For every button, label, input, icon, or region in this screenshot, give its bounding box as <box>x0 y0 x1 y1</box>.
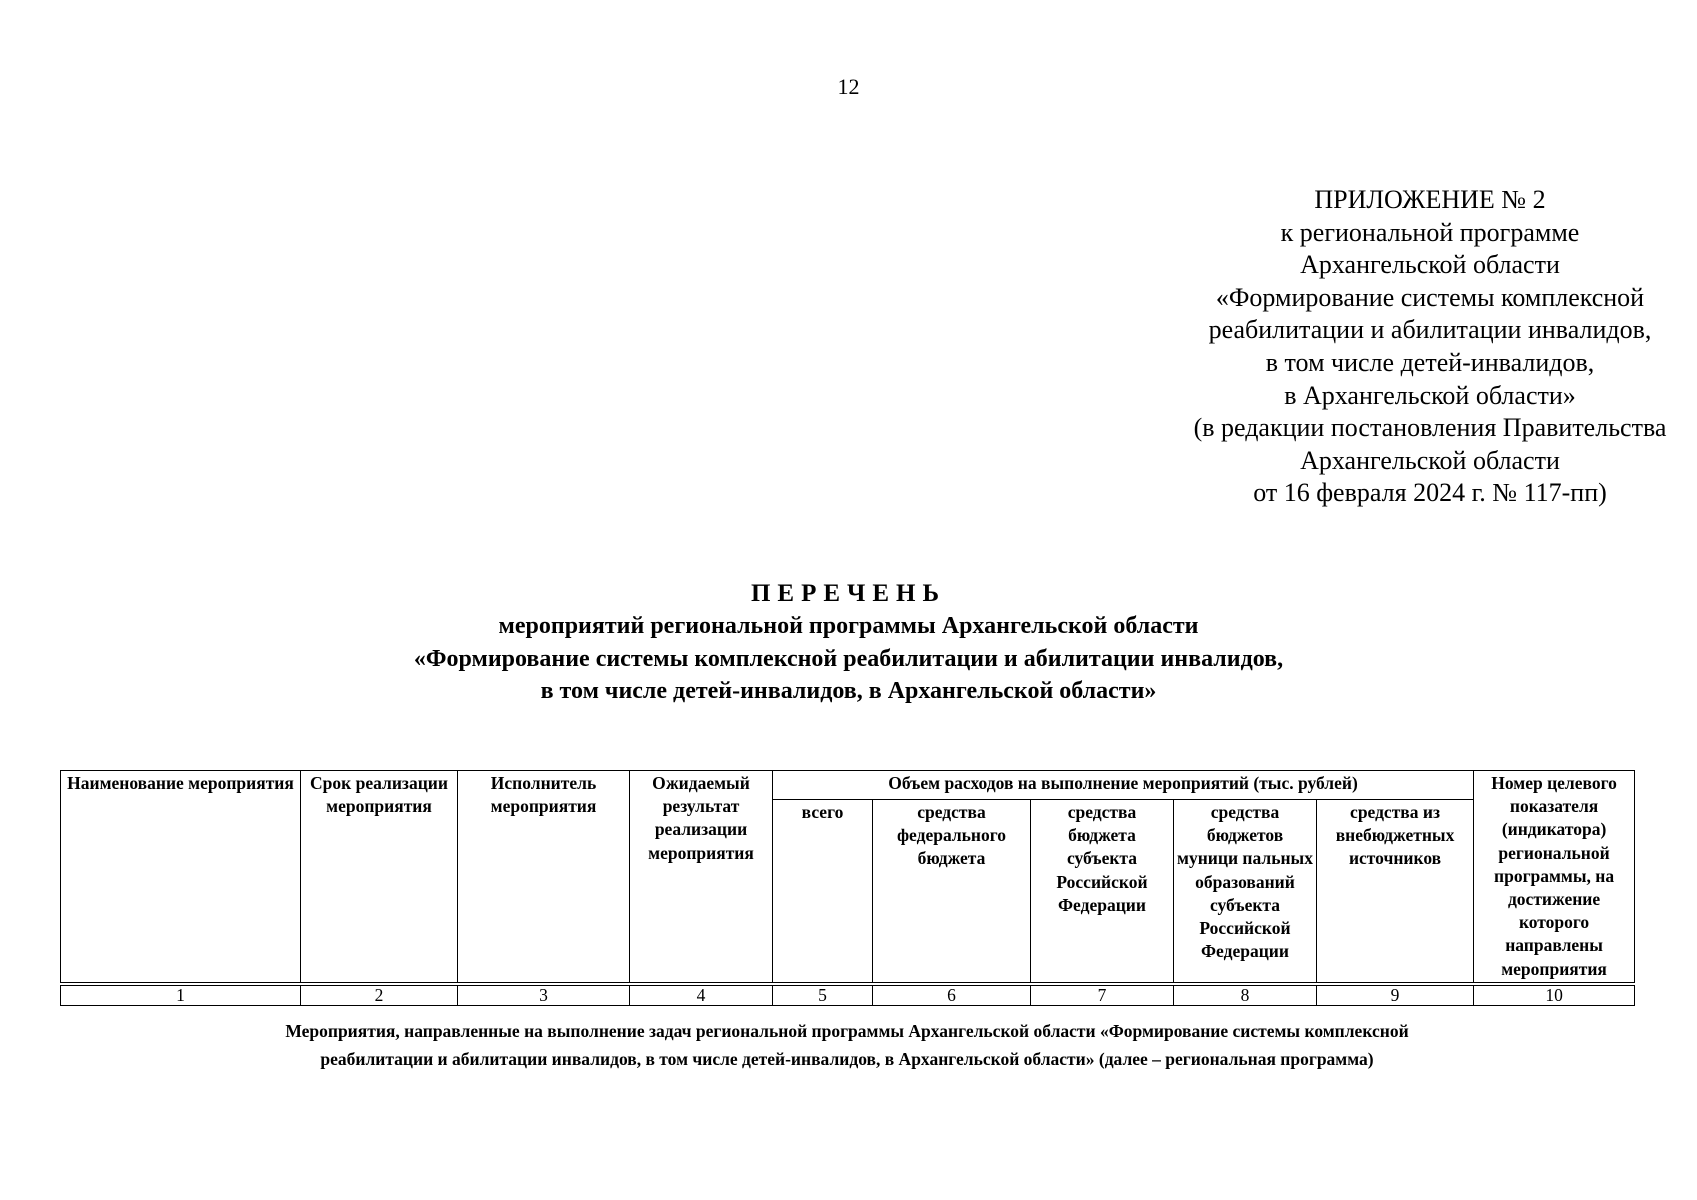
column-number: 3 <box>458 984 630 1006</box>
document-heading <box>0 578 1697 708</box>
column-number: 7 <box>1031 984 1174 1006</box>
section-note <box>60 1018 1634 1073</box>
appendix-line: (в редакции постановления Правительства <box>1193 413 1667 443</box>
measures-table-container <box>60 770 1634 1006</box>
header-expenses-group: Объем расходов на выполнение мероприятий (тыс. рублей) <box>773 771 1474 800</box>
header-indicator: Номер целевого показателя (индикатора) региональной программы, на достижение которого направлены мероприятия <box>1474 771 1635 984</box>
header-regional: средства бюджета субъекта Российской Федерации <box>1031 799 1174 983</box>
header-executor: Исполнитель мероприятия <box>458 771 630 984</box>
column-number: 8 <box>1174 984 1317 1006</box>
column-number: 6 <box>873 984 1031 1006</box>
heading-subtitle-line: «Формирование системы комплексной реабилитации и абилитации инвалидов, <box>413 645 1284 672</box>
header-term: Срок реализации мероприятия <box>301 771 458 984</box>
column-number: 9 <box>1317 984 1474 1006</box>
heading-title: ПЕРЕЧЕНЬ <box>750 580 947 607</box>
appendix-line: ПРИЛОЖЕНИЕ № 2 <box>1314 185 1546 214</box>
header-municipal: средства бюджетов муници пальных образований субъекта Российской Федерации <box>1174 799 1317 983</box>
appendix-line: к региональной программе <box>1280 217 1580 247</box>
appendix-line: в Архангельской области» <box>1284 380 1576 410</box>
heading-subtitle-line: мероприятий региональной программы Архангельской области <box>498 613 1199 639</box>
header-result: Ожидаемый результат реализации мероприятия <box>630 771 773 984</box>
header-total: всего <box>773 799 873 983</box>
appendix-line: Архангельской области <box>1300 445 1560 475</box>
column-number: 2 <box>301 984 458 1006</box>
column-number: 1 <box>61 984 301 1006</box>
measures-table <box>60 770 1635 1006</box>
header-name: Наименование мероприятия <box>61 771 301 984</box>
header-row <box>61 771 1635 800</box>
header-federal: средства федерального бюджета <box>873 799 1031 983</box>
header-extra: средства из внебюджетных источников <box>1317 799 1474 983</box>
column-number-row <box>61 984 1635 1006</box>
section-note-line: реабилитации и абилитации инвалидов, в том числе детей-инвалидов, в Архангельской области» (далее – региональная программа) <box>320 1048 1374 1069</box>
appendix-line: Архангельской области <box>1300 250 1560 280</box>
heading-subtitle-line: в том числе детей-инвалидов, в Архангельской области» <box>540 678 1157 704</box>
appendix-line: от 16 февраля 2024 г. № 117-пп) <box>1253 478 1607 508</box>
appendix-line: в том числе детей-инвалидов, <box>1265 347 1595 377</box>
section-note-line: Мероприятия, направленные на выполнение задач региональной программы Архангельской области «Формирование системы комплексной <box>285 1021 1409 1041</box>
column-number: 10 <box>1474 984 1635 1006</box>
column-number: 5 <box>773 984 873 1006</box>
column-number: 4 <box>630 984 773 1006</box>
appendix-line: «Формирование системы комплексной <box>1215 282 1645 312</box>
page-number: 12 <box>837 74 860 99</box>
appendix-line: реабилитации и абилитации инвалидов, <box>1208 315 1652 345</box>
appendix-block <box>1110 184 1697 510</box>
